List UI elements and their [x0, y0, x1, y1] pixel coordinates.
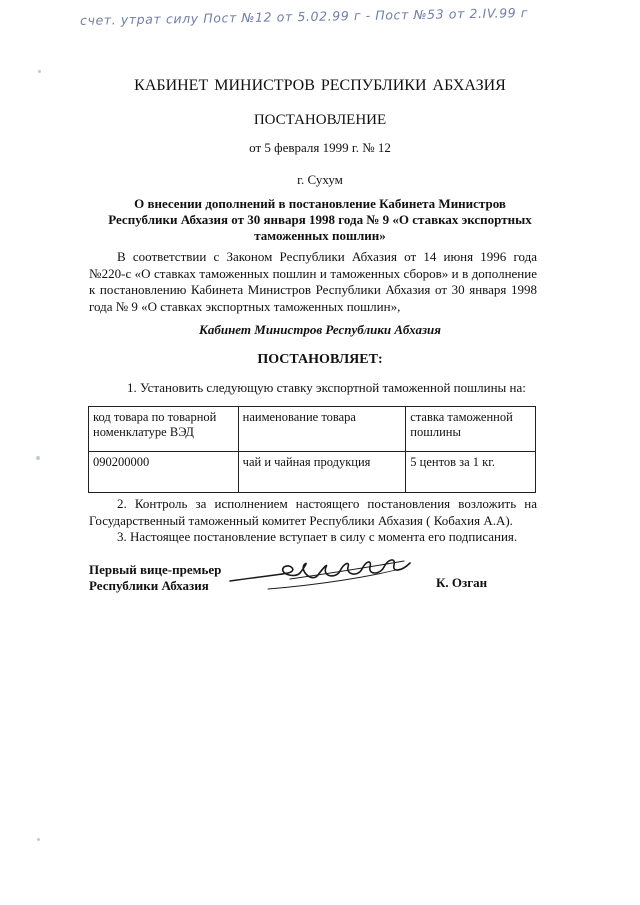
handwritten-annotation: счет. утрат силу Пост №12 от 5.02.99 г - Пост №53 от 2.IV.99 г — [79, 5, 529, 28]
subject-line: таможенных пошлин» — [254, 228, 386, 243]
item-2: 2. Контроль за исполнением настоящего постановления возложить на Государственный таможенный комитет Республики Абхазия ( Кобахия А.А). — [89, 496, 537, 528]
subject-line: Республики Абхазия от 30 января 1998 года № 9 «О ставках экспортных — [108, 212, 532, 227]
table-cell: 5 центов за 1 кг. — [406, 452, 536, 493]
subject-heading — [0, 196, 640, 244]
scan-speck — [36, 456, 40, 460]
signer-position — [89, 562, 221, 594]
subject-line: О внесении дополнений в постановление Кабинета Министров — [134, 196, 506, 211]
scan-speck — [38, 70, 41, 73]
preamble-paragraph: В соответствии с Законом Республики Абхазия от 14 июня 1996 года №220-с «О ставках таможенных пошлин и таможенных сборов» и в дополнение к постановлению Кабинета Министров Республики Абхазия от 30 января 1998 года № 9 «О ставках экспортных таможенных пошлин», — [89, 249, 537, 314]
signer-position-line: Первый вице-премьер — [89, 562, 222, 577]
handwritten-signature — [228, 555, 418, 595]
table-header-cell: наименование товара — [238, 407, 406, 452]
table-cell: 090200000 — [89, 452, 239, 493]
table-cell: чай и чайная продукция — [238, 452, 406, 493]
organization-header: КАБИНЕТ МИНИСТРОВ РЕСПУБЛИКИ АБХАЗИЯ — [134, 77, 506, 94]
document-type: ПОСТАНОВЛЕНИЕ — [253, 112, 387, 128]
table-header-cell: ставка таможенной пошлины — [406, 407, 536, 452]
date-number: от 5 февраля 1999 г. № 12 — [249, 140, 391, 155]
issuer: Кабинет Министров Республики Абхазия — [199, 322, 441, 337]
signer-name: К. Озган — [436, 575, 488, 590]
table-header-cell: код товара по товарной номенклатуре ВЭД — [89, 407, 239, 452]
signer-position-line: Республики Абхазия — [89, 578, 209, 593]
city: г. Сухум — [297, 172, 343, 187]
scan-speck — [37, 838, 40, 841]
table-row — [89, 452, 536, 493]
item-1: 1. Установить следующую ставку экспортной таможенной пошлины на: — [127, 380, 526, 395]
duty-rate-table — [88, 406, 536, 493]
item-3: 3. Настоящее постановление вступает в силу с момента его подписания. — [117, 529, 518, 544]
decree-word: ПОСТАНОВЛЯЕТ: — [257, 352, 383, 367]
table-header-row — [89, 407, 536, 452]
